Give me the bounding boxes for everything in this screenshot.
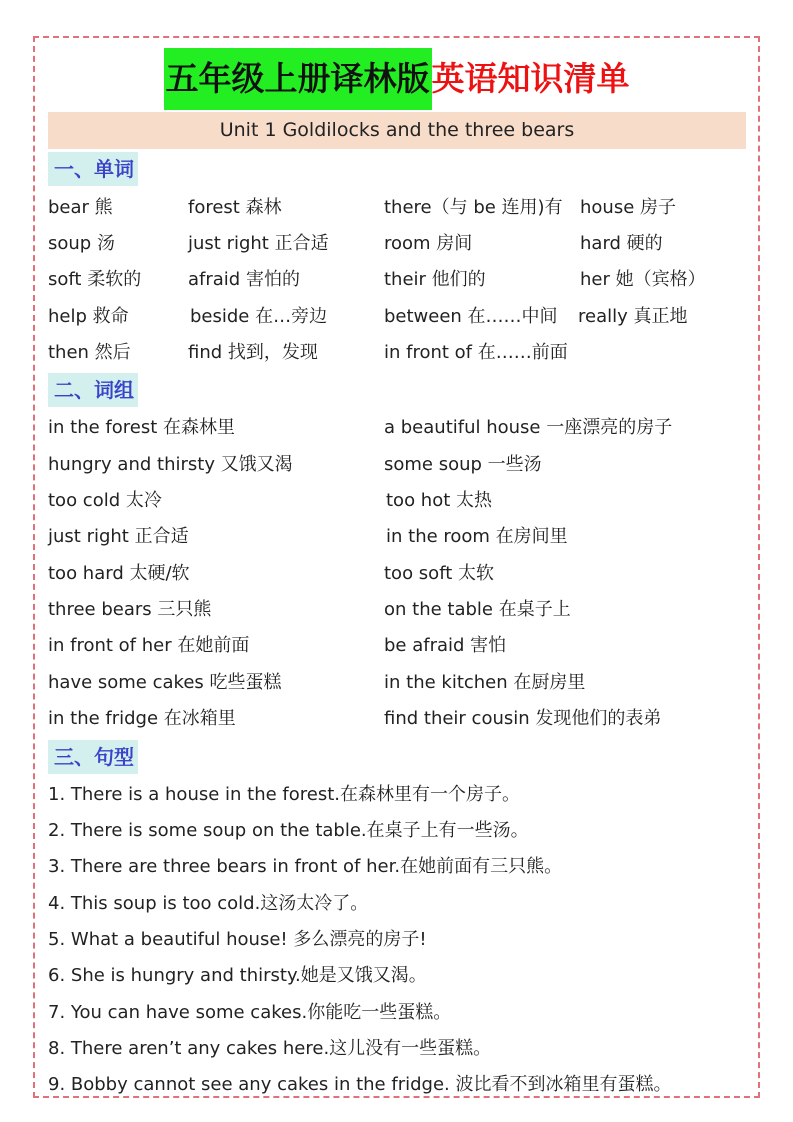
phrase-item: hungry and thirsty 又饿又渴 (48, 454, 293, 475)
phrase-item: in the room 在房间里 (386, 526, 568, 547)
sentence-item: 4. This soup is too cold.这汤太冷了。 (48, 893, 369, 914)
word-item: room 房间 (384, 233, 473, 254)
word-item: their 他们的 (384, 269, 486, 290)
phrase-item: some soup 一些汤 (384, 454, 542, 475)
phrase-item: in the forest 在森林里 (48, 417, 235, 438)
title-red: 英语知识清单 (431, 59, 630, 98)
phrase-item: a beautiful house 一座漂亮的房子 (384, 417, 673, 438)
phrase-item: on the table 在桌子上 (384, 599, 571, 620)
phrase-item: in front of her 在她前面 (48, 635, 250, 656)
word-item: hard 硬的 (580, 233, 663, 254)
word-item: bear 熊 (48, 197, 113, 218)
page-title (0, 48, 793, 110)
word-item: her 她（宾格） (580, 269, 706, 290)
sentence-item: 2. There is some soup on the table.在桌子上有一些汤。 (48, 820, 529, 841)
word-item: in front of 在……前面 (384, 342, 568, 363)
word-item: just right 正合适 (188, 233, 329, 254)
section-heading-words: 一、单词 (48, 152, 138, 186)
sentence-item: 1. There is a house in the forest.在森林里有一个房子。 (48, 784, 521, 805)
word-item: find 找到，发现 (188, 342, 318, 363)
word-item: forest 森林 (188, 197, 282, 218)
word-item: really 真正地 (578, 306, 688, 327)
phrase-item: too hard 太硬/软 (48, 563, 190, 584)
sentence-item: 5. What a beautiful house! 多么漂亮的房子! (48, 929, 427, 950)
phrase-item: in the kitchen 在厨房里 (384, 672, 586, 693)
word-item: house 房子 (580, 197, 677, 218)
title-highlight: 五年级上册译林版 (164, 48, 432, 110)
sentence-item: 3. There are three bears in front of her.在她前面有三只熊。 (48, 856, 563, 877)
sentence-item: 7. You can have some cakes.你能吃一些蛋糕。 (48, 1002, 452, 1023)
sentence-item: 6. She is hungry and thirsty.她是又饿又渴。 (48, 965, 427, 986)
sentence-item: 8. There aren’t any cakes here.这儿没有一些蛋糕。 (48, 1038, 492, 1059)
word-item: soft 柔软的 (48, 269, 142, 290)
phrase-item: too hot 太热 (386, 490, 493, 511)
phrase-item: too soft 太软 (384, 563, 494, 584)
word-item: between 在……中间 (384, 306, 558, 327)
phrase-item: too cold 太冷 (48, 490, 162, 511)
phrase-item: have some cakes 吃些蛋糕 (48, 672, 282, 693)
phrase-item: three bears 三只熊 (48, 599, 212, 620)
section-heading-phrases: 二、词组 (48, 373, 138, 407)
section-heading-sentences: 三、句型 (48, 740, 138, 774)
word-item: soup 汤 (48, 233, 115, 254)
word-item: then 然后 (48, 342, 131, 363)
word-item: beside 在…旁边 (190, 306, 328, 327)
phrase-item: just right 正合适 (48, 526, 189, 547)
sentence-item: 9. Bobby cannot see any cakes in the fridge. 波比看不到冰箱里有蛋糕。 (48, 1074, 672, 1095)
word-item: help 救命 (48, 306, 129, 327)
word-item: afraid 害怕的 (188, 269, 300, 290)
phrase-item: find their cousin 发现他们的表弟 (384, 708, 662, 729)
phrase-item: in the fridge 在冰箱里 (48, 708, 236, 729)
word-item: there（与 be 连用)有 (384, 197, 563, 218)
phrase-item: be afraid 害怕 (384, 635, 507, 656)
unit-title: Unit 1 Goldilocks and the three bears (48, 112, 746, 149)
